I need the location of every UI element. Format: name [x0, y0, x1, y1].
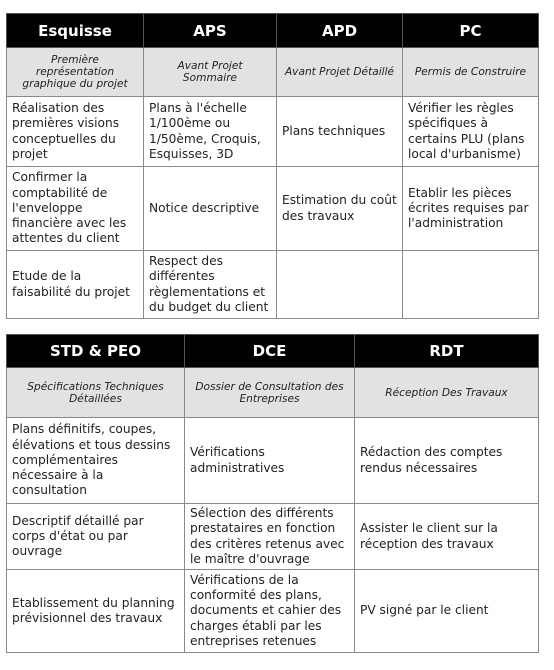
table-row — [7, 167, 539, 251]
table-cell: PV signé par le client — [355, 570, 539, 653]
subheader-pc: Permis de Construire — [403, 48, 539, 97]
table-cell: Vérifications administratives — [185, 418, 355, 504]
table-row — [7, 97, 539, 167]
table-cell: Plans à l'échelle 1/100ème ou 1/50ème, Croquis, Esquisses, 3D — [144, 97, 277, 167]
header-row — [7, 14, 539, 48]
subheader-row — [7, 368, 539, 418]
header-aps: APS — [144, 14, 277, 48]
table-cell: Etude de la faisabilité du projet — [7, 251, 144, 319]
subheader-row — [7, 48, 539, 97]
header-std-peo: STD & PEO — [7, 335, 185, 368]
table-cell: Etablir les pièces écrites requises par l'administration — [403, 167, 539, 251]
table-row — [7, 418, 539, 504]
header-apd: APD — [277, 14, 403, 48]
header-row — [7, 335, 539, 368]
subheader-dce: Dossier de Consultation des Entreprises — [185, 368, 355, 418]
table-cell: Estimation du coût des travaux — [277, 167, 403, 251]
table-cell: Sélection des différents prestataires en fonction des critères retenus avec le maître d'ouvrage — [185, 504, 355, 570]
table-cell — [403, 251, 539, 319]
table-cell: Etablissement du planning prévisionnel des travaux — [7, 570, 185, 653]
table-cell: Descriptif détaillé par corps d'état ou par ouvrage — [7, 504, 185, 570]
table-cell: Rédaction des comptes rendus nécessaires — [355, 418, 539, 504]
table-row — [7, 504, 539, 570]
subheader-apd: Avant Projet Détaillé — [277, 48, 403, 97]
phases-table-1 — [6, 13, 539, 319]
header-dce: DCE — [185, 335, 355, 368]
table-cell: Plans définitifs, coupes, élévations et tous dessins complémentaires nécessaire à la consultation — [7, 418, 185, 504]
table-cell: Confirmer la comptabilité de l'enveloppe financière avec les attentes du client — [7, 167, 144, 251]
table-cell: Respect des différentes règlementations et du budget du client — [144, 251, 277, 319]
table-cell: Plans techniques — [277, 97, 403, 167]
header-rdt: RDT — [355, 335, 539, 368]
table-cell: Vérifications de la conformité des plans, documents et cahier des charges établi par les entreprises retenues — [185, 570, 355, 653]
table-cell: Assister le client sur la réception des travaux — [355, 504, 539, 570]
table-row — [7, 251, 539, 319]
subheader-std-peo: Spécifications Techniques Détaillées — [7, 368, 185, 418]
table-cell: Vérifier les règles spécifiques à certains PLU (plans local d'urbanisme) — [403, 97, 539, 167]
header-pc: PC — [403, 14, 539, 48]
table-cell — [277, 251, 403, 319]
header-esquisse: Esquisse — [7, 14, 144, 48]
subheader-rdt: Réception Des Travaux — [355, 368, 539, 418]
table-cell: Réalisation des premières visions conceptuelles du projet — [7, 97, 144, 167]
subheader-aps: Avant Projet Sommaire — [144, 48, 277, 97]
subheader-esquisse: Première représentation graphique du projet — [7, 48, 144, 97]
table-row — [7, 570, 539, 653]
table-cell: Notice descriptive — [144, 167, 277, 251]
phases-table-2 — [6, 334, 539, 653]
